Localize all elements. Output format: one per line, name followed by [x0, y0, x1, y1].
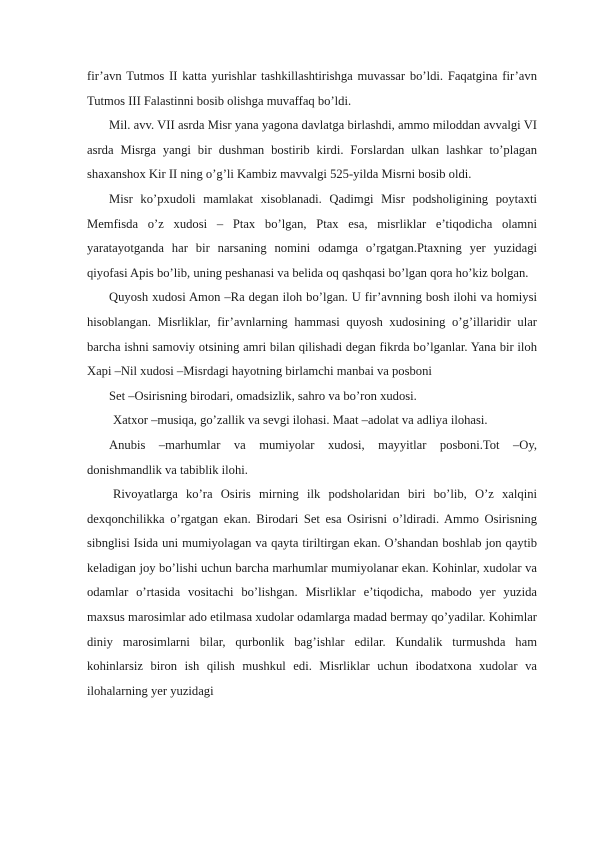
- paragraph-5: Set –Osirisning birodari, omadsizlik, sahro va bo’ron xudosi.: [109, 388, 417, 403]
- paragraph-2: Mil. avv. VII asrda Misr yana yagona davlatga birlashdi, ammo miloddan avvalgi VI asrda Misrga yangi bir dushman bostirib kirdi. Forslardan ulkan lashkar to’plagan shaxanshox Kir II ning o’g’li Kambiz mavvalgi 525-yilda Misrni bosib oldi.: [87, 118, 537, 182]
- paragraph-3: Misr ko’pxudoli mamlakat xisoblanadi. Qadimgi Misr podsholigining poytaxti Memfisda o’z xudosi – Ptax bo’lgan, Ptax esa, misrliklar e’tiqodicha olamni yaratayotganda har bir narsaning nomini odamga o’rgatgan.Ptaxning yer yuzidagi qiyofasi Apis bo’lib, uning peshanasi va belida oq qashqasi bo’lgan qora ho’kiz bolgan.: [87, 191, 537, 280]
- paragraph-1: fir’avn Tutmos II katta yurishlar tashkillashtirishga muvassar bo’ldi. Faqatgina fir’avn Tutmos III Falastinni bosib olishga muvaffaq bo’ldi.: [87, 69, 537, 108]
- paragraph-7: Anubis –marhumlar va mumiyolar xudosi, mayyitlar posboni.Tot –Oy, donishmandlik va tabiblik ilohi.: [87, 437, 537, 477]
- paragraph-4: Quyosh xudosi Amon –Ra degan iloh bo’lgan. U fir’avnning bosh ilohi va homiysi hisoblangan. Misrliklar, fir’avnlarning hammasi quyosh xudosining o’g’illaridir ular barcha ishni samoviy otsining amri bilan qilishadi degan fikrda bo’lganlar. Yana bir iloh Xapi –Nil xudosi –Misrdagi hayotning birlamchi manbai va posboni: [87, 290, 537, 379]
- paragraph-6: Xatxor –musiqa, go’zallik va sevgi ilohasi. Maat –adolat va adliya ilohasi.: [113, 413, 488, 428]
- paragraph-8: Rivoyatlarga ko’ra Osiris mirning ilk podsholaridan biri bo’lib, O’z xalqini dexqonchilikka o’rgatgan ekan. Birodari Set esa Osirisni o’ldiradi. Ammo Osirisning sibnglisi Isida uni mumiyolagan va qayta tiriltirgan ekan. O’shandan boshlab jon qaytib keladigan joy bo’lishi uchun barcha marhumlar mumiyolanar ekan. Kohinlar, xudolar va odamlar o’rtasida vositachi bo’lishgan. Misrliklar e’tiqodicha, mabodo yer yuzida maxsus marosimlar ado etilmasa xudolar odamlarga madad bermay qo’yadilar. Kohimlar diniy marosimlarni bilar, qurbonlik bag’ishlar edilar. Kundalik turmushda ham kohinlarsiz biron ish qilish mushkul edi. Misrliklar uchun ibodatxona xudolar va ilohalarning yer yuzidagi: [87, 487, 537, 698]
- document-body: [87, 64, 537, 703]
